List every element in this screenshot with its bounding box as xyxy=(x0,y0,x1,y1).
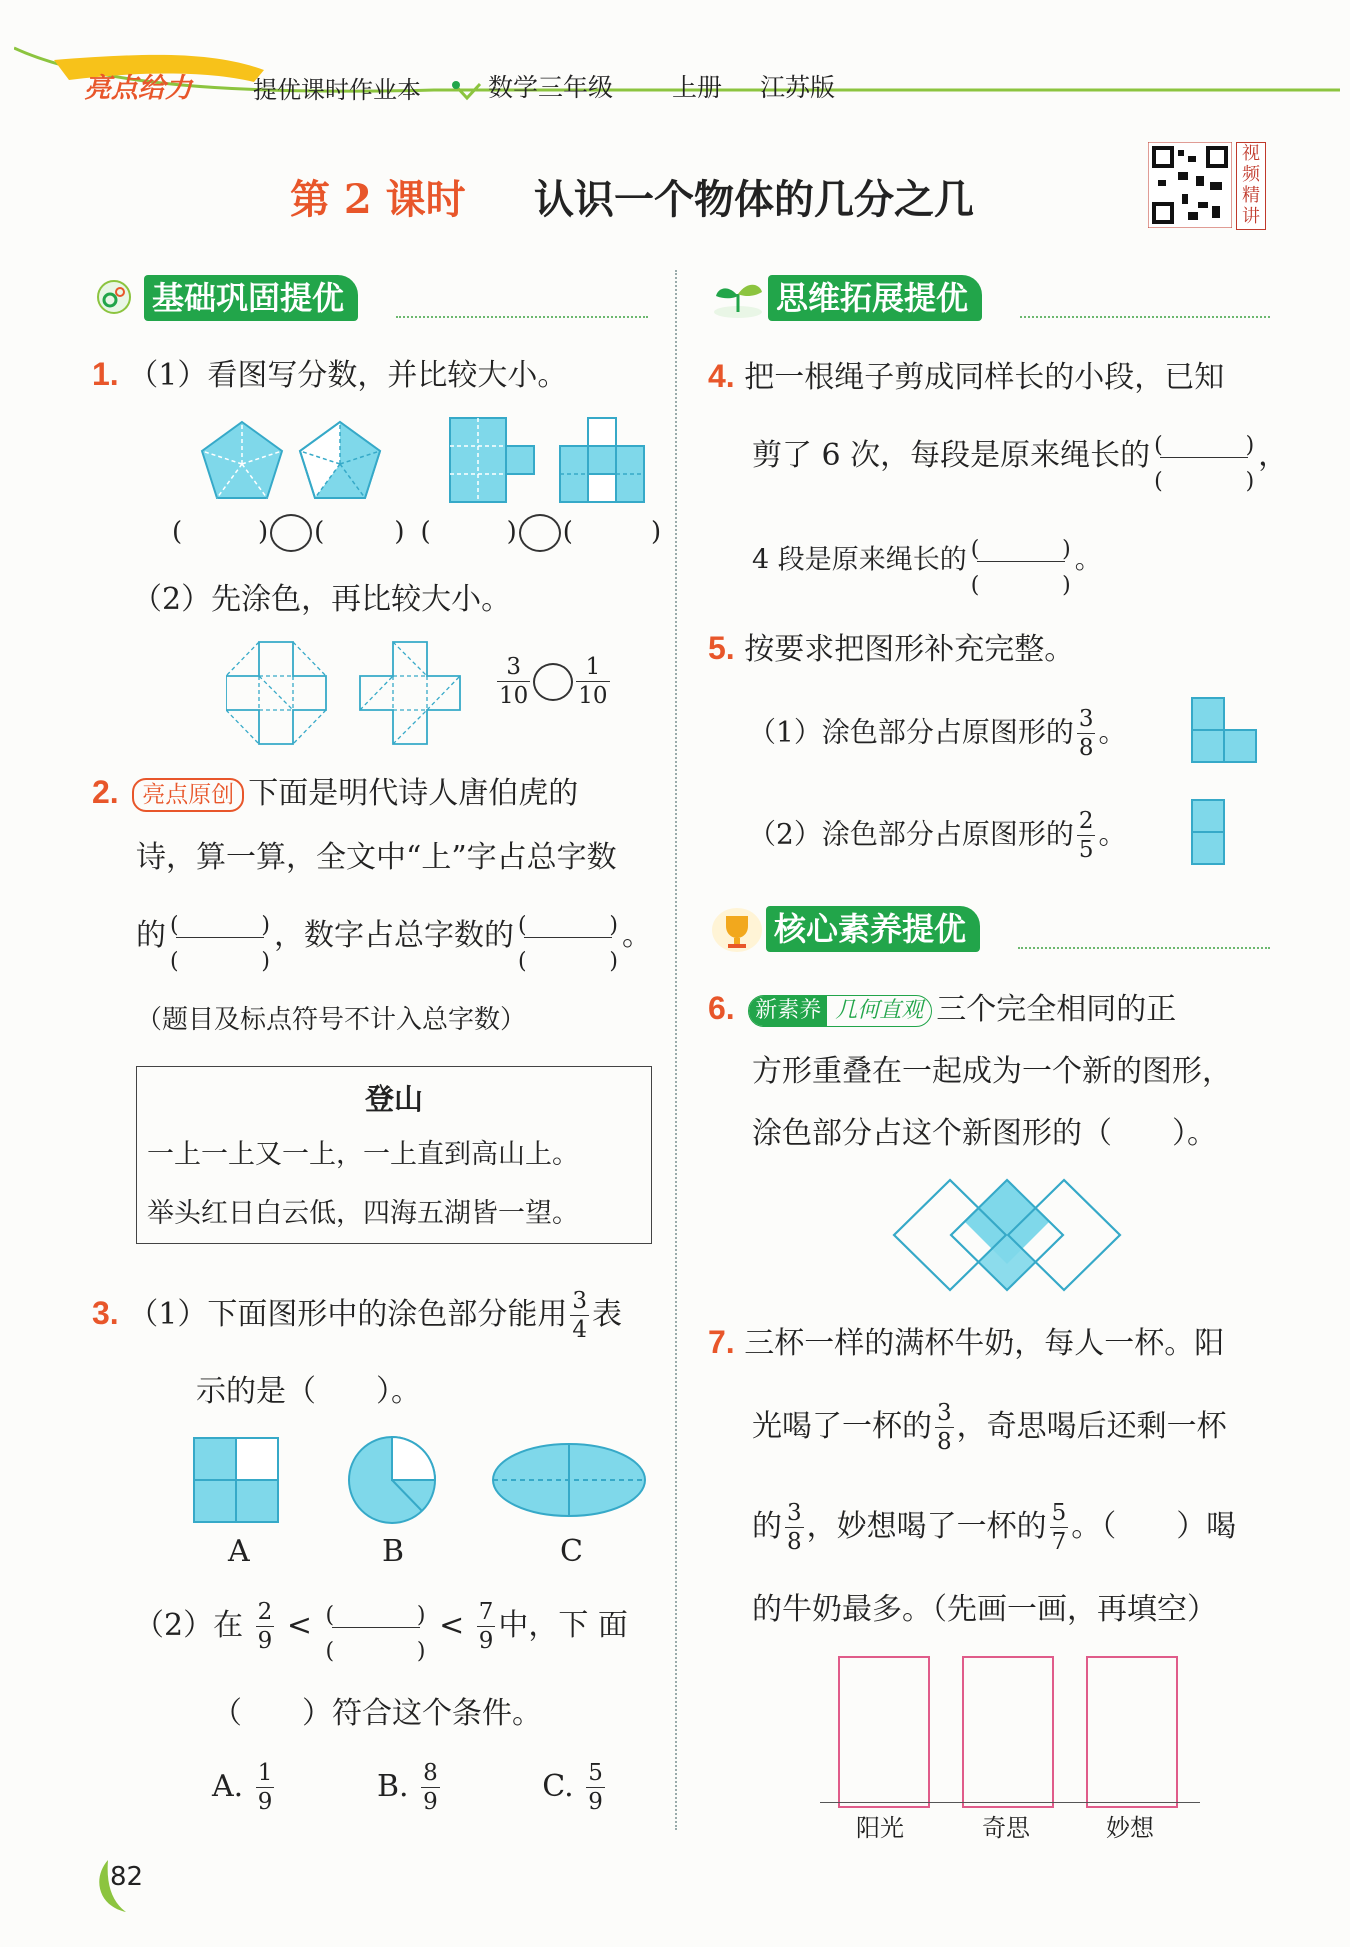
q6-line1: 6. 新素养 几何直观 三个完全相同的正 xyxy=(708,990,1177,1027)
section-rule xyxy=(1018,947,1270,949)
poem-box xyxy=(136,1066,652,1244)
q7-line1: 7. 三杯一样的满杯牛奶，每人一杯。阳 xyxy=(708,1324,1225,1361)
poem-line: 一上一上又一上，一上直到高山上。 xyxy=(147,1139,579,1170)
q1-answer-row[interactable]: ( ) ( ) ( ) ( ) xyxy=(172,512,661,552)
answer-fraction-blank[interactable]: ( ) ( ) xyxy=(970,537,1071,598)
sprout-icon xyxy=(710,272,766,322)
answer-fraction-blank[interactable]: ( ) ( ) xyxy=(518,913,618,974)
edition: 江苏版 xyxy=(760,73,836,102)
q7-line3: 的 $\frac{3}{8}$ ，妙想喝了一杯的 $\frac{5}{7}$ 。（ ）喝 xyxy=(752,1500,1237,1555)
q5-part1: （1）涂色部分占原图形的 $\frac{3}{8}$ 。 xyxy=(748,706,1127,761)
subject: 数学三年级 xyxy=(488,73,614,102)
answer-fraction-blank[interactable]: ( ) ( ) xyxy=(170,913,270,974)
qr-code-icon[interactable] xyxy=(1148,142,1232,228)
compare-circle[interactable] xyxy=(270,514,312,552)
dot-icon xyxy=(452,81,460,89)
qr-label: 视频精讲 xyxy=(1236,142,1266,230)
q6-number: 6. xyxy=(708,990,735,1026)
cup-label: 妙想 xyxy=(1106,1814,1154,1842)
column-divider xyxy=(675,270,677,1830)
q5-shape1[interactable] xyxy=(1190,696,1264,766)
answer-fraction-blank[interactable]: ( ) ( ) xyxy=(325,1603,426,1664)
q5-number: 5. xyxy=(708,630,735,666)
q1-number: 1. xyxy=(92,356,119,392)
page-title: 认识一个物体的几分之几 xyxy=(534,176,974,223)
gear-icon xyxy=(88,272,142,322)
q3-line1: 3. （1）下面图形中的涂色部分能用 $\frac{3}{4}$ 表 xyxy=(92,1288,622,1343)
section-thinking: 思维拓展提优 xyxy=(768,275,982,321)
q3-line2: 示的是（ ）。 xyxy=(196,1374,421,1409)
page-number: 82 xyxy=(110,1862,144,1892)
q7-number: 7. xyxy=(708,1324,735,1360)
q5-line1: 5. 按要求把图形补充完整。 xyxy=(708,630,1075,667)
poem-line: 举头红日白云低，四海五湖皆一望。 xyxy=(147,1198,579,1229)
lesson-number: 第 2 课时 xyxy=(290,176,466,223)
series-name: 提优课时作业本 xyxy=(253,76,421,104)
q6-overlap-figure xyxy=(892,1178,1122,1292)
cup-box[interactable] xyxy=(962,1656,1054,1808)
answer-fraction-blank[interactable]: ( ) ( ) xyxy=(1154,433,1255,494)
cup-label: 阳光 xyxy=(856,1814,904,1842)
q4-number: 4. xyxy=(708,358,735,394)
brand-logo: 亮点给力 xyxy=(84,73,192,104)
option-c-label: C xyxy=(560,1534,583,1569)
q2-number: 2. xyxy=(92,774,119,810)
section-rule xyxy=(396,316,648,318)
option-a-label: A xyxy=(228,1534,250,1569)
section-basic: 基础巩固提优 xyxy=(144,275,358,321)
q3-options[interactable]: A. $\frac{1}{9}$ B. $\frac{8}{9}$ C. $\frac{5}{9}$ xyxy=(212,1760,603,1815)
q2-line2: 诗，算一算，全文中“上”字占总字数 xyxy=(136,840,617,875)
q2-line1 xyxy=(92,772,578,814)
poem-title: 登山 xyxy=(364,1082,423,1116)
q2-note: （题目及标点符号不计入总字数） xyxy=(136,1005,527,1035)
section-core: 核心素养提优 xyxy=(766,906,980,952)
compare-circle[interactable] xyxy=(533,663,573,701)
q1-compare-fractions: $\frac{3}{10}$ $\frac{1}{10}$ xyxy=(499,654,608,709)
q6-line3: 涂色部分占这个新图形的（ ）。 xyxy=(752,1116,1217,1151)
q2-text: 下面是明代诗人唐伯虎的 xyxy=(248,776,579,811)
q5-shape2[interactable] xyxy=(1190,798,1230,868)
q3-part2: （2）在 $\frac{2}{9}$ < ( ) ( ) < $\frac{7}{9}$ 中，下 面 xyxy=(134,1594,628,1660)
q1-part2: （2）先涂色，再比较大小。 xyxy=(132,582,512,617)
q5-part2: （2）涂色部分占原图形的 $\frac{2}{5}$ 。 xyxy=(748,808,1127,863)
q6-line2: 方形重叠在一起成为一个新的图形， xyxy=(752,1054,1232,1089)
q1-cross-figures[interactable] xyxy=(226,640,466,750)
compare-circle[interactable] xyxy=(519,514,561,552)
cup-label: 奇思 xyxy=(982,1814,1030,1842)
original-badge: 亮点原创 xyxy=(132,778,244,812)
q7-line2: 光喝了一杯的 $\frac{3}{8}$ ，奇思喝后还剩一杯 xyxy=(752,1400,1227,1455)
section-rule xyxy=(1020,316,1270,318)
option-b-label: B xyxy=(382,1534,405,1569)
cup-baseline xyxy=(820,1802,1200,1803)
q1-prompt: （1）看图写分数，并比较大小。 xyxy=(128,358,568,393)
q4-line3: 4 段是原来绳长的 ( ) ( ) 。 xyxy=(752,528,1102,594)
q2-line3: 的 ( ) ( ) ，数字占总字数的 ( ) ( ) 。 xyxy=(136,904,652,970)
q7-line4: 的牛奶最多。（先画一画，再填空） xyxy=(752,1592,1217,1627)
cup-box[interactable] xyxy=(838,1656,930,1808)
new-literacy-badge: 新素养 几何直观 xyxy=(748,995,932,1027)
q4-line2: 剪了 6 次，每段是原来绳长的 ( ) ( ) ， xyxy=(752,424,1288,490)
q4-line1: 4. 把一根绳子剪成同样长的小段，已知 xyxy=(708,358,1225,395)
volume: 上册 xyxy=(672,73,723,102)
q3-figures[interactable] xyxy=(192,1434,652,1528)
q3-number: 3. xyxy=(92,1295,119,1331)
q1-part1 xyxy=(92,354,567,396)
trophy-icon xyxy=(710,904,764,956)
q3-part2-prompt: （ ）符合这个条件。 xyxy=(212,1696,542,1731)
cup-box[interactable] xyxy=(1086,1656,1178,1808)
